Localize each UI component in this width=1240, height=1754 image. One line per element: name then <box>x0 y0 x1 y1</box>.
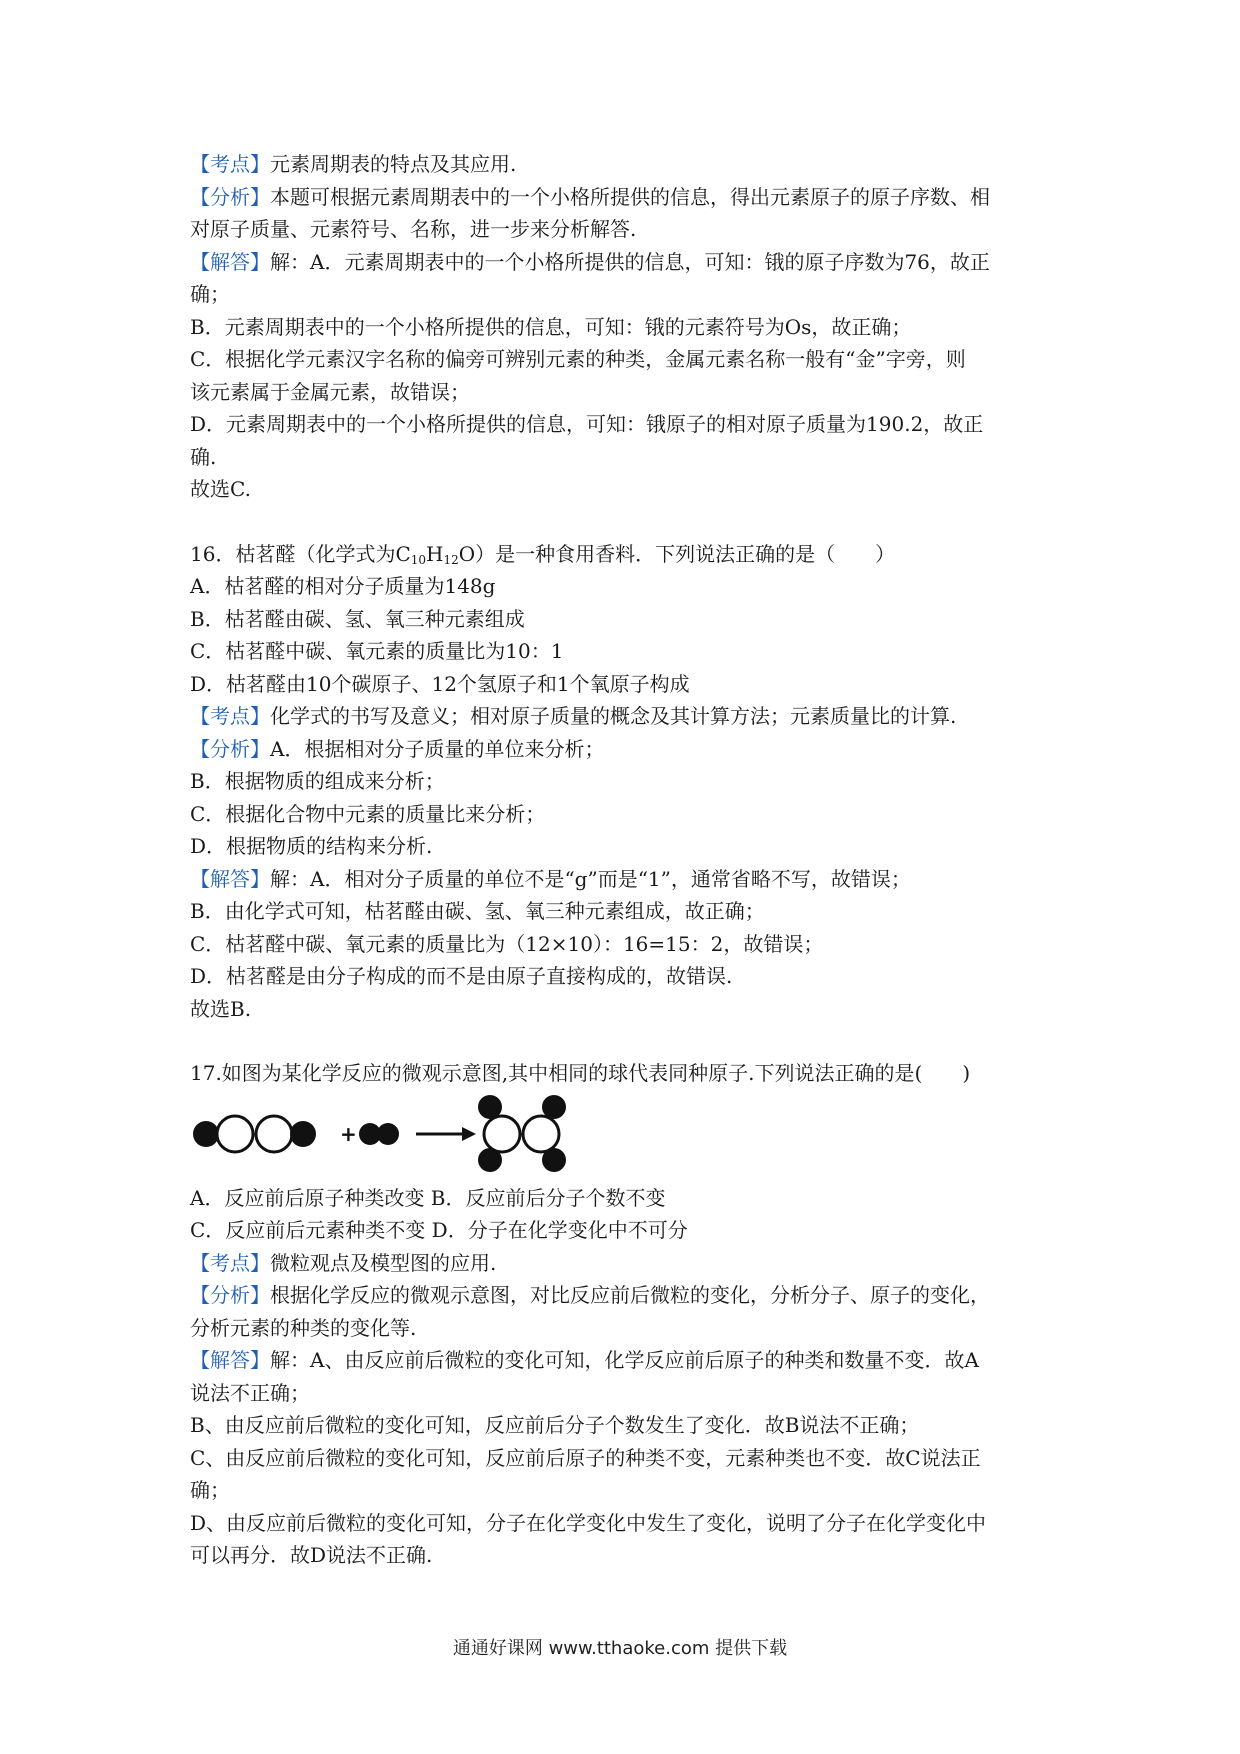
reaction-diagram <box>190 1094 1070 1172</box>
reaction-arrow <box>416 1127 476 1141</box>
q17-jieda: 【解答】解：A、由反应前后微粒的变化可知，化学反应前后原子的种类和数量不变．故A <box>190 1348 979 1372</box>
jieda-tag: 【解答】 <box>190 866 270 891</box>
white-atom <box>217 1116 253 1152</box>
black-atom <box>542 1148 566 1172</box>
q15-jieda: 【解答】解：A．元素周期表中的一个小格所提供的信息，可知：锇的原子序数为76，故正 <box>190 249 990 274</box>
black-atom <box>193 1121 219 1147</box>
q16-fenxi-line: D．根据物质的结构来分析. <box>190 834 433 858</box>
q17-kaodian: 【考点】微粒观点及模型图的应用. <box>190 1250 497 1275</box>
q16-fenxi: 【分析】A．根据相对分子质量的单位来分析； <box>190 736 605 761</box>
q17-fenxi: 【分析】根据化学反应的微观示意图，对比反应前后微粒的变化，分析分子、原子的变化， <box>190 1283 990 1307</box>
product-molecule <box>478 1095 566 1172</box>
black-atom <box>377 1123 399 1145</box>
q16-jieda-line: C．枯茗醛中碳、氧元素的质量比为（12×10）：16=15：2，故错误； <box>190 931 824 956</box>
q16-option-a: A．枯茗醛的相对分子质量为148g <box>190 574 496 598</box>
spacer <box>190 506 1070 538</box>
q16-jieda-line: D．枯茗醛是由分子构成的而不是由原子直接构成的，故错误. <box>190 964 733 988</box>
q17-stem: 17.如图为某化学反应的微观示意图,其中相同的球代表同种原子.下列说法正确的是( ) <box>190 1061 971 1085</box>
black-atom <box>478 1095 502 1119</box>
jieda-tag: 【解答】 <box>190 1348 270 1372</box>
q15-jieda-line: 确； <box>190 282 230 306</box>
q15-jieda-line: B．元素周期表中的一个小格所提供的信息，可知：锇的元素符号为Os，故正确； <box>190 314 912 339</box>
q16-option-d: D．枯茗醛由10个碳原子、12个氢原子和1个氧原子构成 <box>190 671 690 696</box>
q17-jieda-line: D、由反应前后微粒的变化可知，分子在化学变化中发生了变化，说明了分子在化学变化中 <box>190 1510 987 1535</box>
q15-jieda-line: 该元素属于金属元素，故错误； <box>190 379 470 404</box>
spacer <box>190 1025 1070 1057</box>
plus-sign: + <box>340 1121 357 1146</box>
q17-jieda-line: 确； <box>190 1478 230 1502</box>
q17-options-ab: A．反应前后原子种类改变 B．反应前后分子个数不变 <box>190 1185 666 1210</box>
q16-jieda-line: B．由化学式可知，枯茗醛由碳、氢、氧三种元素组成，故正确； <box>190 899 765 923</box>
q16-option-b: B．枯茗醛由碳、氢、氧三种元素组成 <box>190 606 525 631</box>
q15-jieda-line: D．元素周期表中的一个小格所提供的信息，可知：锇原子的相对原子质量为190.2，故正 <box>190 412 984 436</box>
kaodian-tag: 【考点】 <box>190 152 270 176</box>
q16-fenxi-line: B．根据物质的组成来分析； <box>190 769 445 793</box>
q16-answer: 故选B. <box>190 996 252 1021</box>
q16-option-c: C．枯茗醛中碳、氧元素的质量比为10：1 <box>190 639 564 663</box>
white-atom <box>484 1116 520 1152</box>
black-atom <box>478 1148 502 1172</box>
q16-stem: 16．枯茗醛（化学式为$C_{10}H_{12}O$）是一种食用香料．下列说法正确的是（ ） <box>190 541 896 567</box>
q15-jieda-line: C．根据化学元素汉字名称的偏旁可辨别元素的种类，金属元素名称一般有“金”字旁，则 <box>190 347 966 371</box>
q15-kaodian: 【考点】元素周期表的特点及其应用. <box>190 152 517 176</box>
white-atom <box>523 1116 559 1152</box>
reaction-diagram-svg <box>190 1094 610 1172</box>
q17-jieda-line: 说法不正确； <box>190 1380 310 1405</box>
q15-fenxi-cont: 对原子质量、元素符号、名称，进一步来分析解答. <box>190 217 637 241</box>
black-atom <box>290 1121 316 1147</box>
q16-jieda: 【解答】解：A．相对分子质量的单位不是“g”而是“1”，通常省略不写，故错误； <box>190 866 911 891</box>
page-footer: 通通好课网 www.tthaoke.com 提供下载 <box>452 1638 788 1659</box>
reactant-molecule-2 <box>359 1123 399 1145</box>
jieda-tag: 【解答】 <box>190 249 270 274</box>
fenxi-tag: 【分析】 <box>190 184 270 209</box>
fenxi-tag: 【分析】 <box>190 736 270 761</box>
kaodian-tag: 【考点】 <box>190 1250 270 1275</box>
black-atom <box>542 1095 566 1119</box>
q17-options-cd: C．反应前后元素种类不变 D．分子在化学变化中不可分 <box>190 1218 688 1242</box>
kaodian-tag: 【考点】 <box>190 704 270 728</box>
document-body <box>190 148 1070 1572</box>
q17-jieda-line: C、由反应前后微粒的变化可知，反应前后原子的种类不变，元素种类也不变．故C说法正 <box>190 1445 981 1470</box>
white-atom <box>256 1116 292 1152</box>
q16-fenxi-line: C．根据化合物中元素的质量比来分析； <box>190 801 546 826</box>
q15-answer: 故选C. <box>190 477 251 501</box>
q17-fenxi-line: 分析元素的种类的变化等. <box>190 1315 417 1340</box>
q15-jieda-line: 确. <box>190 444 217 469</box>
q15-fenxi: 【分析】本题可根据元素周期表中的一个小格所提供的信息，得出元素原子的原子序数、相 <box>190 184 990 209</box>
reactant-molecule-1 <box>193 1116 316 1152</box>
fenxi-tag: 【分析】 <box>190 1283 270 1307</box>
q16-kaodian: 【考点】化学式的书写及意义；相对原子质量的概念及其计算方法；元素质量比的计算. <box>190 704 957 728</box>
q17-jieda-line: B、由反应前后微粒的变化可知，反应前后分子个数发生了变化．故B说法不正确； <box>190 1413 920 1437</box>
q17-jieda-line: 可以再分．故D说法不正确. <box>190 1543 433 1567</box>
